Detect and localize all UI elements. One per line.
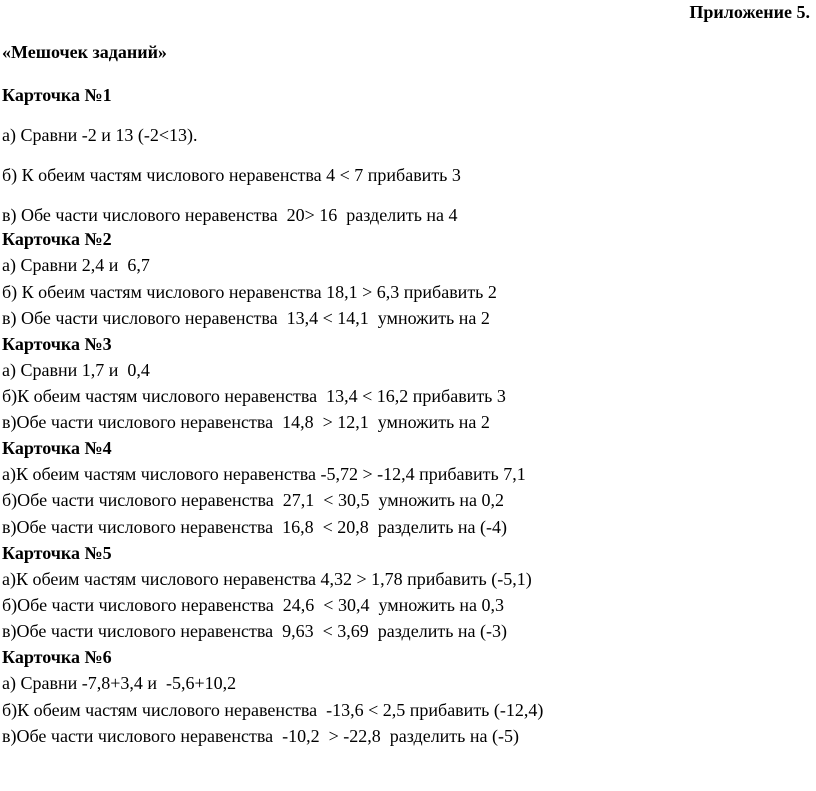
card-1-item-b: б) К обеим частям числового неравенства 4 < 7 прибавить 3 [2,165,461,185]
card-1-item-c: в) Обе части числового неравенства 20> 16 разделить на 4 [2,205,458,225]
card-2-item-a: а) Сравни 2,4 и 6,7 [2,255,150,275]
card-6-item-b: б)К обеим частям числового неравенства -13,6 < 2,5 прибавить (-12,4) [2,700,544,720]
card-4-item-a: а)К обеим частям числового неравенства -5,72 > -12,4 прибавить 7,1 [2,464,526,484]
document-title: «Мешочек заданий» [2,42,167,62]
card-3-item-b: б)К обеим частям числового неравенства 13,4 < 16,2 прибавить 3 [2,386,506,406]
card-6-item-c: в)Обе части числового неравенства -10,2 > -22,8 разделить на (-5) [2,726,519,746]
card-5-item-a: а)К обеим частям числового неравенства 4,32 > 1,78 прибавить (-5,1) [2,569,532,589]
card-4-item-b: б)Обе части числового неравенства 27,1 < 30,5 умножить на 0,2 [2,490,505,510]
card-2-title: Карточка №2 [2,229,112,249]
appendix-label: Приложение 5. [689,2,810,22]
card-3-item-a: а) Сравни 1,7 и 0,4 [2,360,150,380]
card-4-title: Карточка №4 [2,438,112,458]
card-2-item-b: б) К обеим частям числового неравенства 18,1 > 6,3 прибавить 2 [2,282,497,302]
card-1-item-a: а) Сравни -2 и 13 (-2<13). [2,125,198,145]
card-1-title: Карточка №1 [2,85,112,105]
card-4-item-c: в)Обе части числового неравенства 16,8 < 20,8 разделить на (-4) [2,517,508,537]
card-3-item-c: в)Обе части числового неравенства 14,8 > 12,1 умножить на 2 [2,412,490,432]
card-5-title: Карточка №5 [2,543,112,563]
card-6-title: Карточка №6 [2,647,112,667]
card-6-item-a: а) Сравни -7,8+3,4 и -5,6+10,2 [2,673,237,693]
card-5-item-c: в)Обе части числового неравенства 9,63 < 3,69 разделить на (-3) [2,621,508,641]
card-2-item-c: в) Обе части числового неравенства 13,4 < 14,1 умножить на 2 [2,308,490,328]
card-5-item-b: б)Обе части числового неравенства 24,6 < 30,4 умножить на 0,3 [2,595,505,615]
card-3-title: Карточка №3 [2,334,112,354]
